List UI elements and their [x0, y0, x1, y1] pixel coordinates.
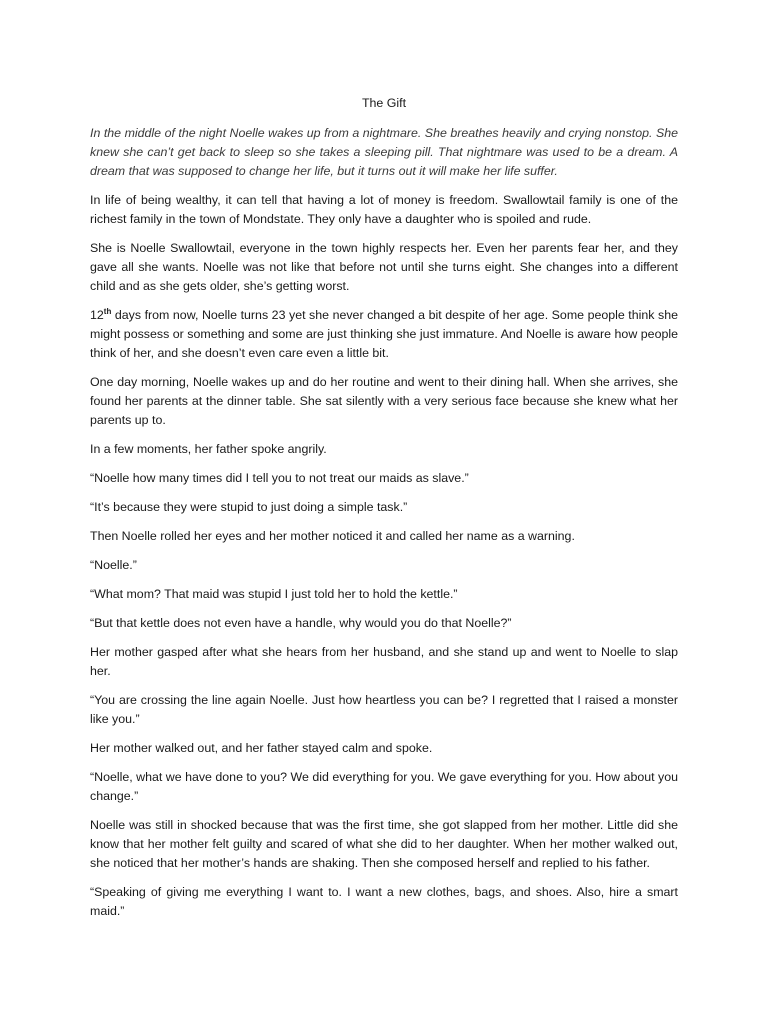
paragraph: She is Noelle Swallowtail, everyone in the town highly respects her. Even her parents fear her, and they gave all she wants. Noelle was not like that before not until she turns eight. She changes into a different child and as she gets older, she’s getting worst.	[90, 241, 678, 293]
paragraph-text: days from now, Noelle turns 23 yet she never changed a bit despite of her age. Some people think she might possess or something and some are just thinking she just immature. And Noelle is aware how people think of her, and she doesn’t even care even a little bit.	[90, 308, 678, 360]
dialogue-line: “Speaking of giving me everything I want to. I want a new clothes, bags, and shoes. Also, hire a smart maid.”	[90, 885, 678, 918]
dialogue-line: “Noelle, what we have done to you? We did everything for you. We gave everything for you. How about you change.”	[90, 770, 678, 803]
paragraph-twelfth-days	[90, 306, 678, 363]
dialogue-line: “What mom? That maid was stupid I just told her to hold the kettle.”	[90, 587, 458, 601]
dialogue-line: “You are crossing the line again Noelle. Just how heartless you can be? I regretted that I raised a monster like you.”	[90, 693, 678, 726]
dialogue-line: “Noelle how many times did I tell you to not treat our maids as slave.”	[90, 471, 469, 485]
paragraph: One day morning, Noelle wakes up and do her routine and went to their dining hall. When she arrives, she found her parents at the dinner table. She sat silently with a very serious face because she knew what her parents up to.	[90, 375, 678, 427]
dialogue-line: “It’s because they were stupid to just doing a simple task.”	[90, 500, 408, 514]
day-number: 12	[90, 308, 104, 322]
paragraph: In a few moments, her father spoke angrily.	[90, 442, 327, 456]
intro-paragraph: In the middle of the night Noelle wakes up from a nightmare. She breathes heavily and crying nonstop. She knew she can’t get back to sleep so she takes a sleeping pill. That nightmare was used to be a dream. A dream that was supposed to change her life, but it turns out it will make her life suffer.	[90, 126, 678, 178]
paragraph: Her mother walked out, and her father stayed calm and spoke.	[90, 741, 433, 755]
dialogue-line: “Noelle.”	[90, 558, 137, 572]
paragraph: In life of being wealthy, it can tell that having a lot of money is freedom. Swallowtail family is one of the richest family in the town of Mondstate. They only have a daughter who is spoiled and rude.	[90, 193, 678, 226]
paragraph: Noelle was still in shocked because that was the first time, she got slapped from her mother. Little did she know that her mother felt guilty and scared of what she did to her daughter. When her mother walked out, she noticed that her mother’s hands are shaking. Then she composed herself and replied to his father.	[90, 818, 678, 870]
paragraph: Her mother gasped after what she hears from her husband, and she stand up and went to Noelle to slap her.	[90, 645, 678, 678]
document-title: The Gift	[361, 96, 407, 110]
paragraph: Then Noelle rolled her eyes and her mother noticed it and called her name as a warning.	[90, 529, 575, 543]
ordinal-suffix: th	[103, 306, 112, 316]
document-page	[90, 94, 678, 931]
dialogue-line: “But that kettle does not even have a handle, why would you do that Noelle?”	[90, 616, 512, 630]
